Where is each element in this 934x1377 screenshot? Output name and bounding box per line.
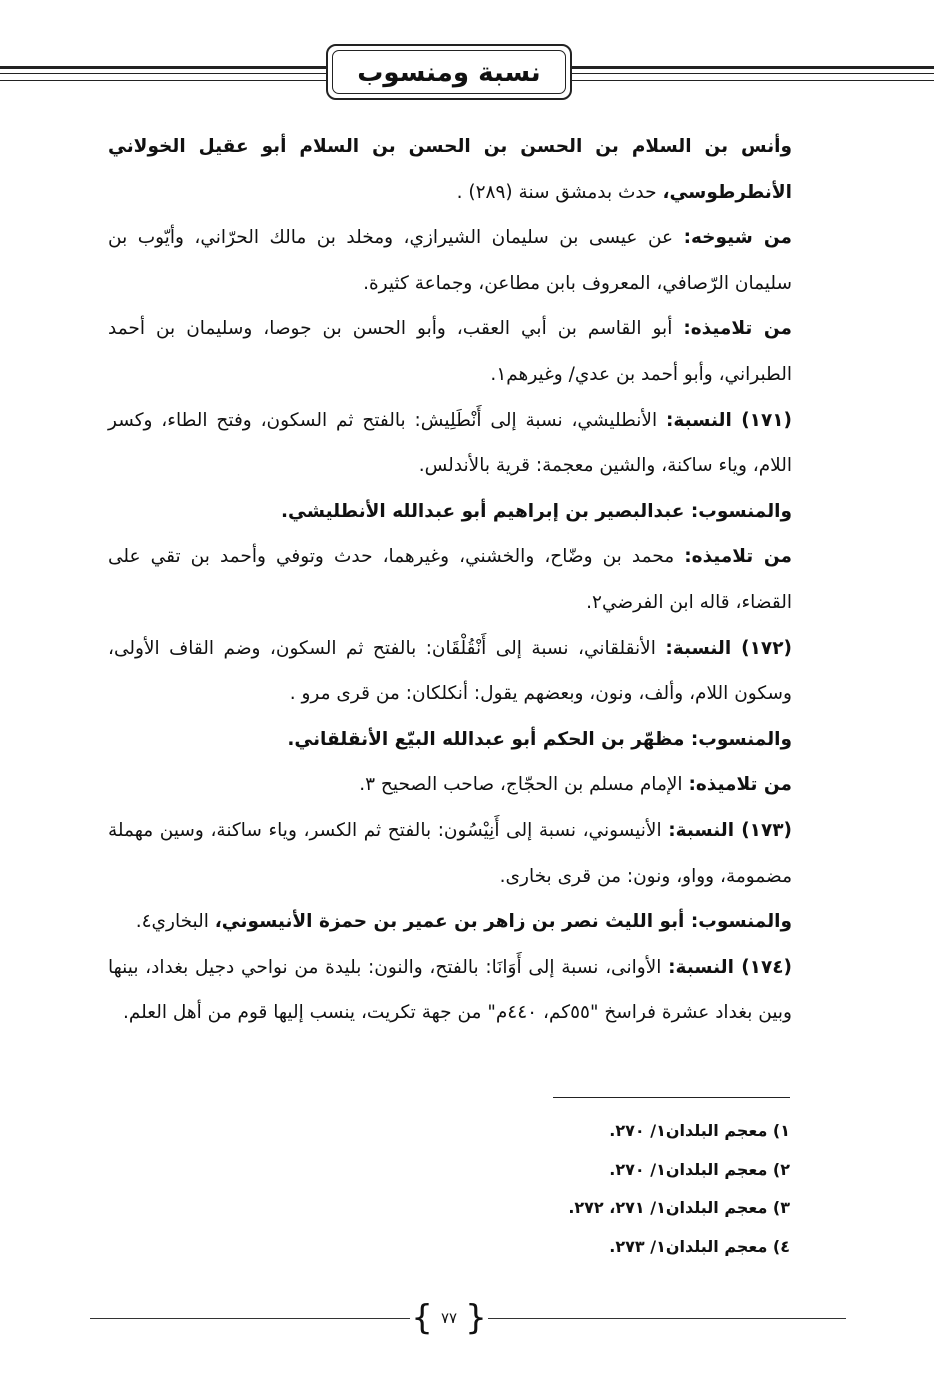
paragraph — [108, 945, 792, 1036]
bold-text: (١٧٤) النسبة: — [668, 956, 793, 978]
paragraph — [108, 124, 792, 215]
footnotes — [568, 1112, 790, 1266]
paragraph — [108, 808, 792, 899]
chapter-title-frame — [326, 44, 572, 100]
bold-text: والمنسوب: عبدالبصير بن إبراهيم أبو عبدالله الأنطليشي. — [281, 500, 792, 522]
text: الأنقلقاني، نسبة إلى أَنْقُلْقَان: بالفتح ثم السكون، وضم القاف الأولى، وسكون اللام، وألف، ونون، وبعضهم يقول: أنكلكان: من قرى مرو . — [108, 637, 792, 705]
footnote: ١) معجم البلدان١/ ٢٧٠. — [609, 1121, 790, 1140]
text: البخاري٤. — [135, 911, 215, 933]
footer-rule-right — [488, 1318, 846, 1319]
paragraph — [108, 398, 792, 489]
text: عن عيسى بن سليمان الشيرازي، ومخلد بن مالك الحرّاني، وأيّوب بن سليمان الرّصافي، المعروف بابن مطاعن، وجماعة كثيرة. — [108, 227, 792, 294]
bold-text: وأنس بن السلام بن الحسن بن الحسن بن السلام أبو عقيل الخولاني الأنطرطوسي، — [108, 136, 792, 203]
bold-text: من تلاميذه: — [684, 546, 792, 568]
page-footer — [0, 1296, 934, 1340]
footnote: ٣) معجم البلدان١/ ٢٧١، ٢٧٢. — [568, 1198, 790, 1217]
paragraph — [108, 717, 792, 763]
bold-text: من شيوخه: — [683, 227, 792, 249]
bold-text: (١٧٣) النسبة: — [668, 819, 792, 841]
paragraph — [108, 762, 792, 808]
bold-text: (١٧١) النسبة: — [665, 409, 793, 431]
bold-text: والمنسوب: مظهّر بن الحكم أبو عبدالله البيّع الأنقلقاني. — [287, 728, 792, 750]
paragraph — [108, 899, 792, 945]
paragraph — [108, 534, 792, 625]
text: الأنطليشي، نسبة إلى أَنْطَلِيش: بالفتح ثم السكون، وفتح الطاء، وكسر اللام، وياء ساكنة، والشين معجمة: قرية بالأندلس. — [108, 409, 792, 477]
footnote: ٤) معجم البلدان١/ ٢٧٣. — [609, 1236, 790, 1256]
paragraph — [108, 626, 792, 717]
main-text — [108, 124, 792, 1036]
footnote-separator — [553, 1097, 790, 1098]
page-number: ٧٧ — [440, 1309, 458, 1327]
text: الأنيسوني، نسبة إلى أَنِيْسُون: بالفتح ثم الكسر، وياء ساكنة، وسين مهملة مضمومة، وواو، ونون: من قرى بخارى. — [108, 819, 792, 887]
paragraph — [108, 215, 792, 306]
text: محمد بن وضّاح، والخشني، وغيرهما، حدث وتوفي وأحمد بن تقي على القضاء، قاله ابن الفرضي٢. — [108, 546, 792, 613]
footnote: ٢) معجم البلدان١/ ٢٧٠. — [609, 1159, 790, 1179]
text: أبو القاسم بن أبي العقب، وأبو الحسن بن جوصا، وسليمان بن أحمد الطبراني، وأبو أحمد بن عدي/ وغيرهم١. — [108, 318, 792, 385]
bold-text: والمنسوب: أبو الليث نصر بن زاهر بن عمير بن حمزة الأنيسوني، — [214, 911, 792, 933]
footer-rule-left — [90, 1318, 410, 1319]
bold-text: من تلاميذه: — [688, 774, 792, 796]
chapter-title: نسبة ومنسوب — [357, 58, 541, 88]
bold-text: من تلاميذه: — [683, 318, 792, 340]
page-number-box — [410, 1300, 488, 1336]
right-brace-icon: } — [465, 1298, 487, 1338]
text: الأوانى، نسبة إلى أَوَانَا: بالفتح، والنون: بليدة من نواحي دجيل بغداد، بينها وبين بغداد عشرة فراسخ "٥٥كم، ٤٤٠م" من جهة تكريت، ينسب إليها قوم من أهل العلم. — [108, 956, 792, 1024]
text: الإمام مسلم بن الحجّاج، صاحب الصحيح ٣. — [359, 774, 689, 796]
text: حدث بدمشق سنة (٢٨٩) . — [456, 181, 663, 203]
left-brace-icon: { — [411, 1298, 433, 1338]
bold-text: (١٧٢) النسبة: — [665, 637, 792, 659]
paragraph — [108, 489, 792, 535]
paragraph — [108, 306, 792, 397]
